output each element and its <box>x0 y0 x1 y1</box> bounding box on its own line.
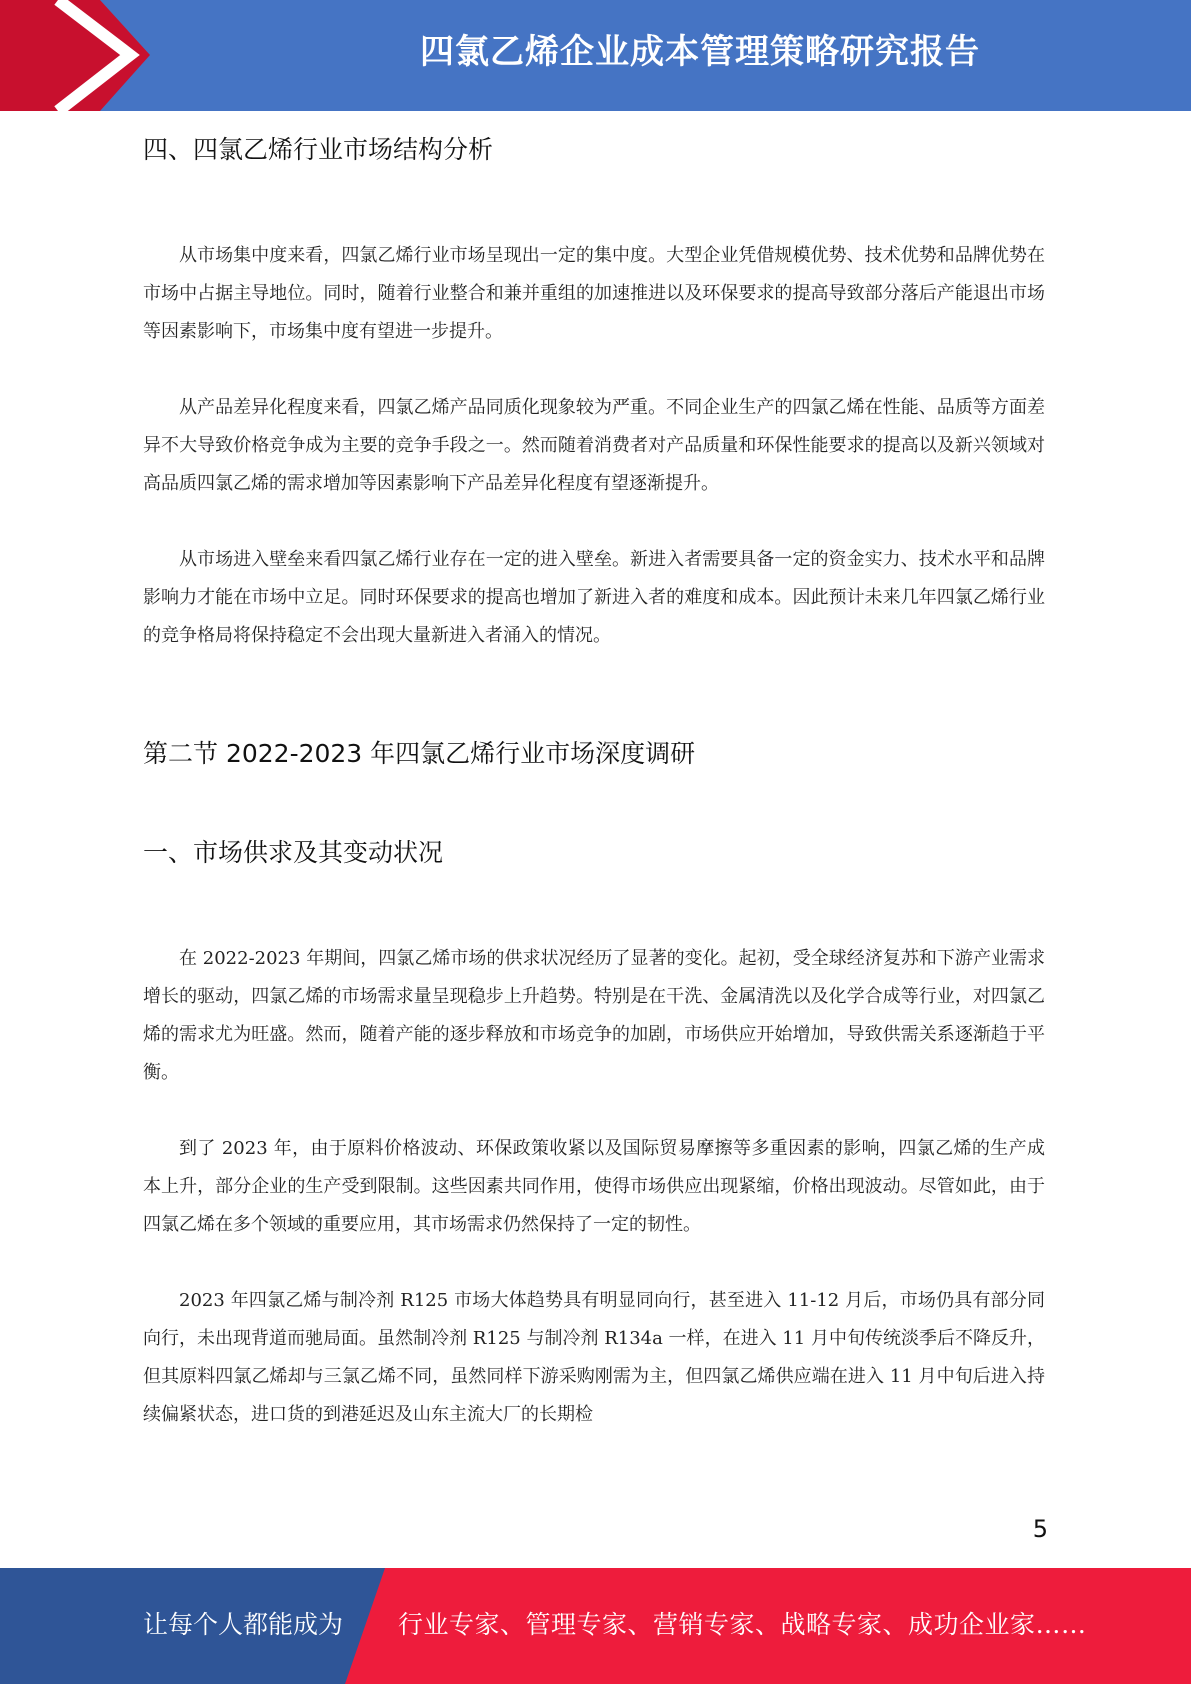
page-footer <box>0 1568 1191 1684</box>
paragraph: 从市场进入壁垒来看四氯乙烯行业存在一定的进入壁垒。新进入者需要具备一定的资金实力、技术水平和品牌影响力才能在市场中立足。同时环保要求的提高也增加了新进入者的难度和成本。因此预计未来几年四氯乙烯行业的竞争格局将保持稳定不会出现大量新进入者涌入的情况。 <box>143 549 1045 646</box>
footer-slogan-left: 让每个人都能成为 <box>143 1610 344 1639</box>
footer-slogan-right: 行业专家、管理专家、营销专家、战略专家、成功企业家…… <box>398 1610 1087 1639</box>
page-number: 5 <box>1032 1515 1048 1543</box>
paragraph: 到了 2023 年，由于原料价格波动、环保政策收紧以及国际贸易摩擦等多重因素的影响，四氯乙烯的生产成本上升，部分企业的生产受到限制。这些因素共同作用，使得市场供应出现紧缩，价格出现波动。尽管如此，由于四氯乙烯在多个领域的重要应用，其市场需求仍然保持了一定的韧性。 <box>143 1138 1045 1235</box>
page-header <box>0 0 1191 111</box>
page-content <box>143 130 1045 1434</box>
paragraph: 从市场集中度来看，四氯乙烯行业市场呈现出一定的集中度。大型企业凭借规模优势、技术优势和品牌优势在市场中占据主导地位。同时，随着行业整合和兼并重组的加速推进以及环保要求的提高导致部分落后产能退出市场等因素影响下，市场集中度有望进一步提升。 <box>143 245 1045 342</box>
section-heading-market-research: 第二节 2022-2023 年四氯乙烯行业市场深度调研 <box>143 739 696 768</box>
section-heading-supply-demand: 一、市场供求及其变动状况 <box>143 838 444 867</box>
report-title: 四氯乙烯企业成本管理策略研究报告 <box>420 32 980 72</box>
paragraph: 2023 年四氯乙烯与制冷剂 R125 市场大体趋势具有明显同向行，甚至进入 11-12 月后，市场仍具有部分同向行，未出现背道而驰局面。虽然制冷剂 R125 与制冷剂 R134a 一样，在进入 11 月中旬传统淡季后不降反升，但其原料四氯乙烯却与三氯乙烯不同，虽然同样下游采购刚需为主，但四氯乙烯供应端在进入 11 月中旬后进入持续偏紧状态，进口货的到港延迟及山东主流大厂的长期检 <box>143 1290 1045 1425</box>
paragraph: 从产品差异化程度来看，四氯乙烯产品同质化现象较为严重。不同企业生产的四氯乙烯在性能、品质等方面差异不大导致价格竞争成为主要的竞争手段之一。然而随着消费者对产品质量和环保性能要求的提高以及新兴领域对高品质四氯乙烯的需求增加等因素影响下产品差异化程度有望逐渐提升。 <box>143 397 1045 494</box>
header-arrow-decoration <box>0 0 160 111</box>
paragraph: 在 2022-2023 年期间，四氯乙烯市场的供求状况经历了显著的变化。起初，受全球经济复苏和下游产业需求增长的驱动，四氯乙烯的市场需求量呈现稳步上升趋势。特别是在干洗、金属清洗以及化学合成等行业，对四氯乙烯的需求尤为旺盛。然而，随着产能的逐步释放和市场竞争的加剧，市场供应开始增加，导致供需关系逐渐趋于平衡。 <box>143 948 1045 1083</box>
section-heading-market-structure: 四、四氯乙烯行业市场结构分析 <box>143 135 494 164</box>
